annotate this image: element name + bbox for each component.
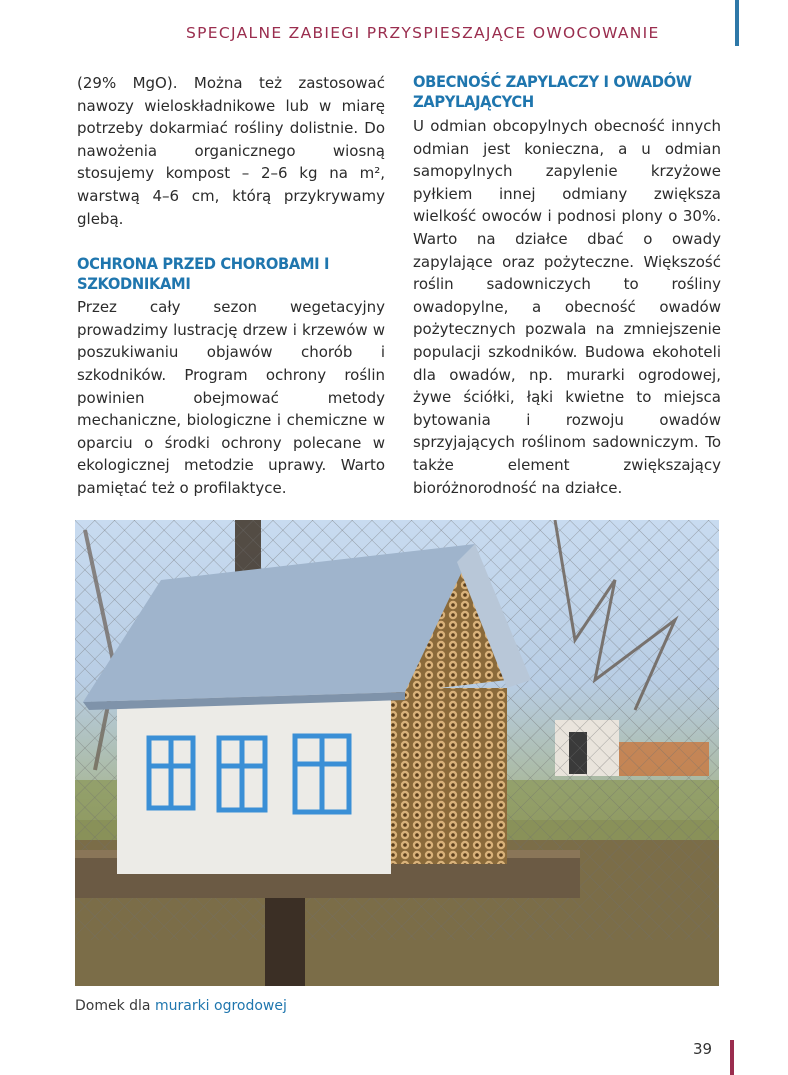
- footer-accent-bar: [730, 1040, 734, 1075]
- photo-caption: [75, 998, 287, 1014]
- right-column: [413, 72, 721, 499]
- caption-accent: murarki ogrodowej: [154, 998, 287, 1014]
- disease-protection-paragraph: Przez cały sezon wegetacyjny prowadzimy lustrację drzew i krzewów w poszukiwaniu objawów chorób i szkodników. Program ochrony roślin powinien obejmować metody mechaniczne, biologiczne i chemiczne w oparciu o środki ochrony polecane w ekologicznej metodzie uprawy. Warto pamiętać też o profilaktyce.: [77, 298, 385, 497]
- bee-house-photo: [75, 520, 719, 986]
- page-number: 39: [693, 1040, 713, 1058]
- pollinators-paragraph: U odmian obcopylnych obecność innych odmian jest konieczna, a u odmian samopylnych zapylenie krzyżowe pyłkiem innej odmiany zwiększa wielkość owoców i podnosi plony o 30%. Warto na działce dbać o owady zapylające oraz pożyteczne. Większość roślin sadowniczych to rośliny owadopylne, a obecność owadów pożytecznych pozwala na zmniejszenie populacji szkodników. Budowa ekohoteli dla owadów, np. murarki ogrodowej, żywe ściółki, łąki kwietne to miejsca bytowania i rozwoju owadów sprzyjających roślinom sadowniczym. To także element zwiększający bioróżnorodność na działce.: [413, 117, 721, 497]
- section-heading-disease-protection: OCHRONA PRZED CHOROBAMI I SZKODNIKAMI: [77, 254, 330, 294]
- section-heading-pollinators: OBECNOŚĆ ZAPYLACZY I OWADÓW ZAPYLAJĄCYCH: [413, 72, 692, 111]
- header-accent-bar: [735, 0, 739, 46]
- left-column: [77, 72, 385, 500]
- bee-house-illustration: [75, 520, 719, 986]
- running-header: SPECJALNE ZABIEGI PRZYSPIESZAJĄCE OWOCOWANIE: [186, 24, 660, 42]
- caption-prefix: Domek dla: [75, 998, 151, 1014]
- intro-paragraph: (29% MgO). Można też zastosować nawozy wieloskładnikowe lub w miarę potrzeby dokarmiać rośliny dolistnie. Do nawożenia organicznego wiosną stosujemy kompost – 2–6 kg na m², warstwą 4–6 cm, którą przykrywamy glebą.: [77, 74, 385, 228]
